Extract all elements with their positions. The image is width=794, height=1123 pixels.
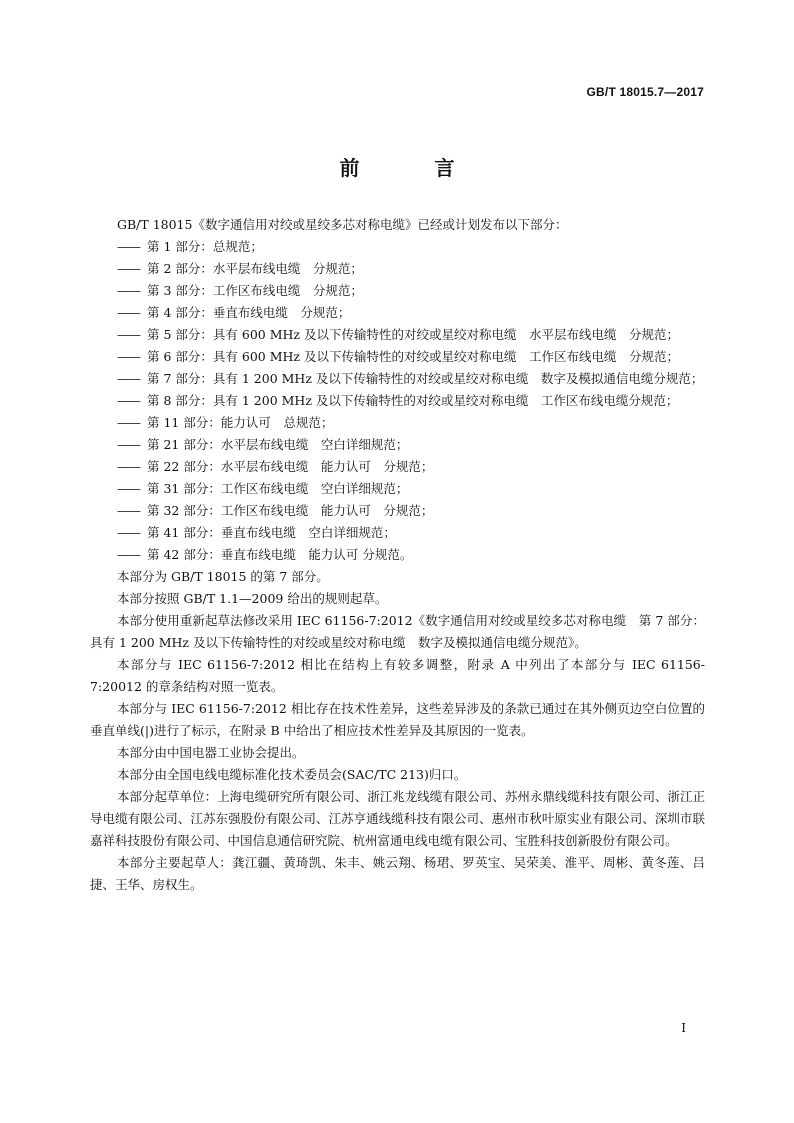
part-list-item: —— 第 5 部分：具有 600 MHz 及以下传输特性的对绞或星绞对称电缆 水平层布线电缆 分规范； <box>117 327 679 342</box>
intro-text: GB/T 18015《数字通信用对绞或星绞多芯对称电缆》已经或计划发布以下部分： <box>117 217 568 232</box>
paragraph: 本部分由全国电线电缆标准化技术委员会(SAC/TC 213)归口。 <box>117 767 467 782</box>
part-list-item: —— 第 3 部分：工作区布线电缆 分规范； <box>117 283 363 298</box>
part-list-item: —— 第 31 部分：工作区布线电缆 空白详细规范； <box>117 481 409 496</box>
part-list-item: —— 第 11 部分：能力认可 总规范； <box>117 415 334 430</box>
paragraph: 本部分使用重新起草法修改采用 IEC 61156-7:2012《数字通信用对绞或星绞多芯对称电缆 第 7 部分：具有 1 200 MHz 及以下传输特性的对绞或星绞对称电缆 数字及模拟通信电缆分规范》。 <box>90 613 705 650</box>
paragraph: 本部分由中国电器工业协会提出。 <box>117 745 305 760</box>
paragraph: 本部分起草单位：上海电缆研究所有限公司、浙江兆龙线缆有限公司、苏州永鼎线缆科技有限公司、浙江正导电缆有限公司、江苏东强股份有限公司、江苏亨通线缆科技有限公司、惠州市秋叶原实业有限公司、深圳市联嘉祥科技股份有限公司、中国信息通信研究院、杭州富通电线电缆有限公司、宝胜科技创新股份有限公司。 <box>90 789 705 848</box>
paragraph: 本部分与 IEC 61156-7:2012 相比存在技术性差异，这些差异涉及的条款已通过在其外侧页边空白位置的垂直单线(|)进行了标示，在附录 B 中给出了相应技术性差异及其原因的一览表。 <box>90 701 705 738</box>
standard-code: GB/T 18015.7—2017 <box>586 85 704 99</box>
paragraph: 本部分为 GB/T 18015 的第 7 部分。 <box>117 569 329 584</box>
page-title: 前 言 <box>339 156 489 180</box>
part-list-item: —— 第 8 部分：具有 1 200 MHz 及以下传输特性的对绞或星绞对称电缆 工作区布线电缆分规范； <box>117 393 679 408</box>
part-list-item: —— 第 32 部分：工作区布线电缆 能力认可 分规范； <box>117 503 434 518</box>
part-list-item: —— 第 2 部分：水平层布线电缆 分规范； <box>117 261 363 276</box>
part-list-item: —— 第 1 部分：总规范； <box>117 239 263 254</box>
part-list-item: —— 第 21 部分：水平层布线电缆 空白详细规范； <box>117 437 409 452</box>
part-list-item: —— 第 22 部分：水平层布线电缆 能力认可 分规范； <box>117 459 434 474</box>
part-list-item: —— 第 6 部分：具有 600 MHz 及以下传输特性的对绞或星绞对称电缆 工作区布线电缆 分规范； <box>117 349 679 364</box>
foreword-body <box>90 214 705 896</box>
part-list-item: —— 第 4 部分：垂直布线电缆 分规范； <box>117 305 351 320</box>
paragraph: 本部分按照 GB/T 1.1—2009 给出的规则起草。 <box>117 591 388 606</box>
page-number: I <box>681 1021 686 1035</box>
part-list-item: —— 第 42 部分：垂直布线电缆 能力认可 分规范。 <box>117 547 413 562</box>
paragraph: 本部分主要起草人：龚江疆、黄琦凯、朱丰、姚云翔、杨珺、罗英宝、吴荣美、淮平、周彬、黄冬莲、吕捷、王华、房权生。 <box>90 855 705 892</box>
paragraph: 本部分与 IEC 61156-7:2012 相比在结构上有较多调整，附录 A 中列出了本部分与 IEC 61156-7:20012 的章条结构对照一览表。 <box>90 657 705 694</box>
part-list-item: —— 第 41 部分：垂直布线电缆 空白详细规范； <box>117 525 396 540</box>
part-list-item: —— 第 7 部分：具有 1 200 MHz 及以下传输特性的对绞或星绞对称电缆 数字及模拟通信电缆分规范； <box>117 371 704 386</box>
